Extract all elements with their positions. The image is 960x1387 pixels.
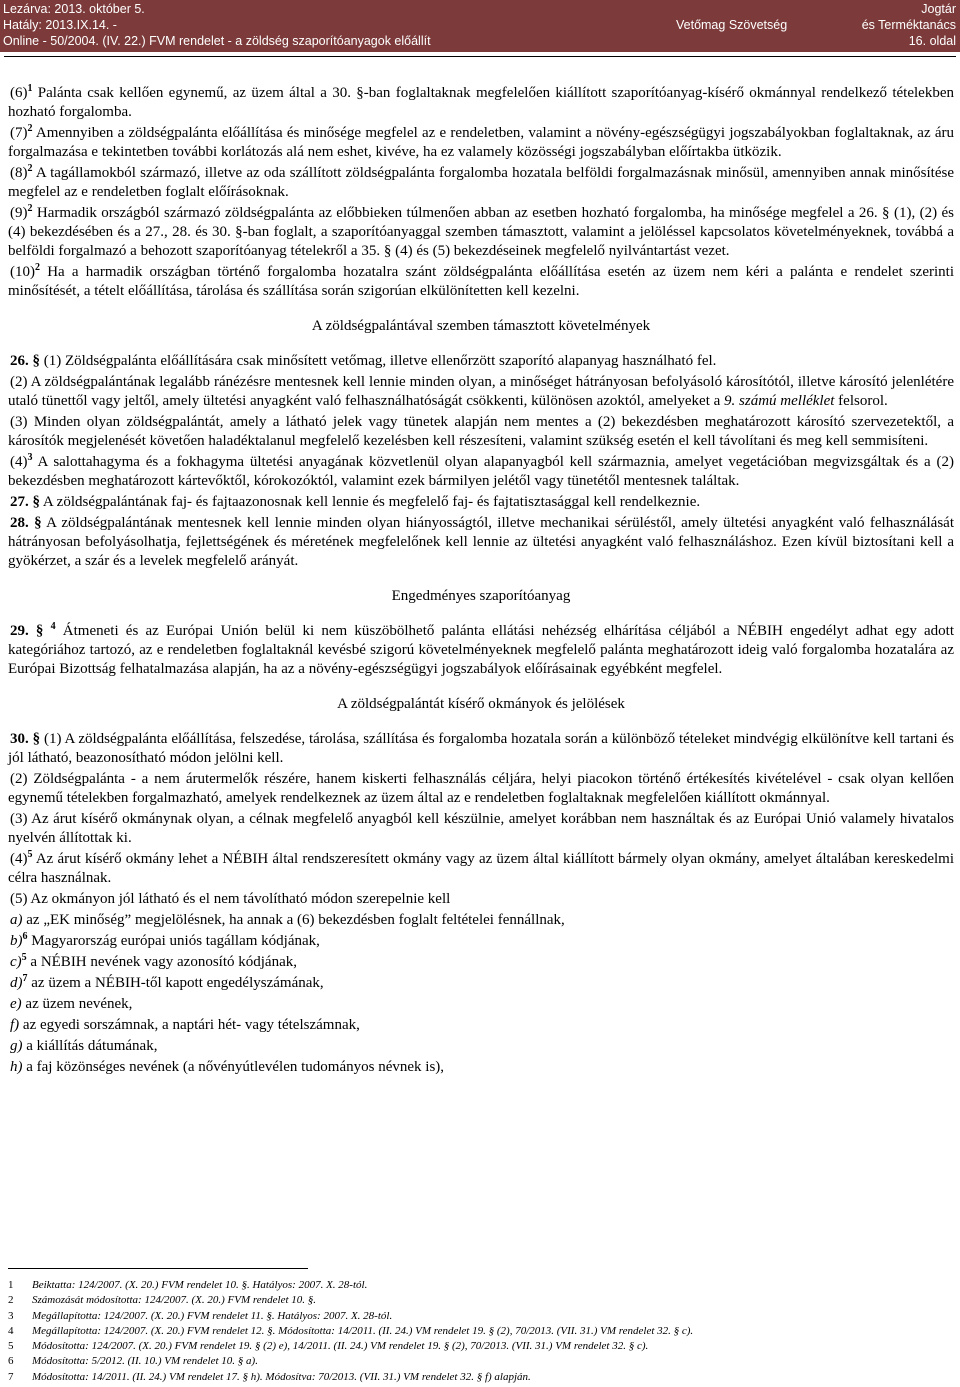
brand-name: Jogtár (921, 2, 956, 16)
footnote: 1 Beiktatta: 124/2007. (X. 20.) FVM rendelet 10. §. Hatályos: 2007. X. 28-tól. (8, 1279, 368, 1291)
document-title: Online - 50/2004. (IV. 22.) FVM rendelet - a zöldség szaporítóanyagok előállít (3, 34, 431, 48)
footnote-ref[interactable]: 7 (22, 973, 28, 984)
section-30-3: (3) Az árut kísérő okmánynak olyan, a célnak megfelelő anyagból kell készülnie, amelyet korábban nem használtak és az Európai Unió valamely hivatalos nyelvén állítottak ki. (8, 811, 954, 846)
paragraph-9: $(9)^2$ Harmadik országból származó zöldségpalánta az előbbieken túlmenően abban az esetben hozható forgalomba, ha minősége megfelel a 26. § (1), (2) és (4) bekezdésében és a 27., 28. és 30. §-ban foglalt, a szaporítóanyaggal szemben támasztott, valamint a jelöléssel kapcsolatos követelményeknek, továbbá a belföldi forgalmazó a behozott szaporítóanyag tételekről a 35. § (4) és (5) bekezdéseinek megfelelő nyilvántartást vezet. (8, 203, 954, 259)
list-item: e) az üzem nevének, (10, 996, 133, 1012)
footnote: 6 Módosította: 5/2012. (II. 10.) VM rendelet 10. § a). (8, 1355, 258, 1368)
footnote-ref[interactable]: 1 (27, 83, 33, 94)
document-body (8, 84, 954, 1079)
list-item: b)$^6$ Magyarország európai uniós tagállam kódjának, (10, 931, 320, 949)
list-item: f) az egyedi sorszámnak, a naptári hét- vagy tételszámnak, (10, 1017, 360, 1033)
list-item: h) a faj közönséges nevének (a nővényútlevélen tudományos névnek is), (10, 1059, 445, 1075)
requirement-list (8, 911, 954, 1077)
footnote-ref[interactable]: 5 (21, 952, 27, 963)
footnote-ref[interactable]: 4 (50, 621, 56, 632)
footnote: 3 Megállapította: 124/2007. (X. 20.) FVM rendelet 11. §. Hatályos: 2007. X. 28-tól. (8, 1309, 393, 1322)
section-26-2: (2) A zöldségpalántának legalább ránézésre mentesnek kell lennie minden olyan, a minőséget hátrányosan befolyásoló károsítótól, illetve károsító jelenlétére utaló tünettől vagy jeltől, amely ültetési anyagként való felhasználhatóságát csökkenti, különösen azoktól, amelyeket a 9. számú melléklet felsorol. (8, 374, 954, 409)
section-28: 28. § A zöldségpalántának mentesnek kell lennie minden olyan hiányosságtól, illetve mechanikai sérüléstől, amely ültetési anyagként való felhasználását hátrányosan befolyásolhatja, fejlettségének és méretének megfelelőnek kell lennie az ültetési anyagként való felhasználáshoz. Ezen kívül biztosítani kell a gyökérzet, a szár és a levelek megfelelő arányát. (8, 515, 954, 569)
page-header (0, 0, 960, 52)
brand-subtitle: és Terméktanács (861, 18, 956, 32)
footnote-ref[interactable]: 2 (35, 262, 40, 273)
footnote: 7 Módosította: 14/2011. (II. 24.) VM rendelet 17. § h). Módosítva: 70/2013. (VII. 31.) VM rendelet 32. § f) alapján. (8, 1370, 531, 1383)
publisher: Vetőmag Szövetség (676, 18, 788, 32)
paragraph-7: $(7)^2$ Amennyiben a zöldségpalánta előállítása és minősége megfelel az e rendeletben, valamint a növény-egészségügyi jogszabályokban foglaltaknak, az áru forgalmazása e tekintetben további korlátozás alá nem eshet, kivéve, ha ez valamely közösségi jogszabályban előírtakba ütközik. (8, 123, 954, 160)
page-number: 16. oldal (908, 34, 956, 48)
footnote-ref[interactable]: 5 (27, 849, 33, 860)
footnote-ref[interactable]: 6 (22, 931, 28, 942)
paragraph-8: $(8)^2$ A tagállamokból származó, illetve az oda szállított zöldségpalánta forgalomba hozatala belföldi forgalmazásnak minősül, amennyiben annak minősítése megfelel az e rendeletben foglalt előírásoknak. (8, 163, 954, 200)
footnotes (8, 1278, 954, 1385)
section-30-1: 30. § (1) A zöldségpalánta előállítása, felszedése, tárolása, szállítása és forgalomba hozatala során a különböző tételeket mindvégig elkülönítve kell tartani és jól látható, beazonosítható módon jelölni kell. (8, 731, 954, 766)
footnote: 4 Megállapította: 124/2007. (X. 20.) FVM rendelet 12. §. Módosította: 14/2011. (II. 24.) VM rendelet 19. § (2), 70/2013. (VII. 31.) VM rendelet 32. § c). (8, 1324, 694, 1337)
list-item: c)$^5$ a NÉBIH nevének vagy azonosító kódjának, (10, 952, 297, 970)
footnote-ref[interactable]: 2 (27, 163, 33, 174)
closed-date: Lezárva: 2013. október 5. (3, 2, 145, 16)
section-30-5: (5) Az okmányon jól látható és el nem távolítható módon szerepelnie kell (10, 891, 451, 907)
footnote: 5 Módosította: 124/2007. (X. 20.) FVM rendelet 19. § (2) e), 14/2011. (II. 24.) VM rendelet 19. § (2), 70/2013. (VII. 31.) VM rendelet 32. § c). (8, 1340, 649, 1353)
section-26-3: (3) Minden olyan zöldségpalántát, amely a látható jelek vagy tünetek alapján nem mentes a (2) bekezdésben meghatározott károsító szervezetektől, a károsítók megjelenését követően haladéktalanul megfelelő kezelésben kell részesíteni, valamint szükség esetén el kell távolítani és meg kell semmisíteni. (8, 414, 954, 449)
header-right (862, 1, 956, 49)
section-heading: A zöldségpalántát kísérő okmányok és jelölések (337, 696, 625, 712)
effective-date: Hatály: 2013.IX.14. - (3, 18, 117, 32)
section-30-2: (2) Zöldségpalánta - a nem árutermelők részére, hanem kiskerti felhasználás céljára, helyi piacokon történő értékesítés kivételével - csak olyan kellően egynemű tételekben forgalmazható, amelyek rendelkeznek az üzem által az e rendeletben foglaltaknak megfelelően kiállított okmánnyal. (8, 771, 954, 806)
section-29: 29. § $^4$ Átmeneti és az Európai Unión belül ki nem küszöbölhető palánta ellátási nehézség elhárítása céljából a NÉBIH engedélyt adhat egy adott kategóriához tartozó, az e rendeletben foglaltaknál kevésbé szigorú követelményeknek megfelelő palánta meghatározott ideig való forgalomba hozatalára az Európai Bizottság felhatalmazása alapján, ha az a növény-egészségügyi jogszabályok előírásainak egyébként megfelel. (8, 621, 954, 677)
section-30-4: $(4)^5$ Az árut kísérő okmány lehet a NÉBIH által rendszeresített okmány vagy az üzem által kiállított bármely olyan okmány, amelyet általában kereskedelmi célra használnak. (8, 849, 954, 886)
footnote-ref[interactable]: 2 (27, 203, 33, 214)
footnote: 2 Számozását módosította: 124/2007. (X. 20.) FVM rendelet 10. §. (8, 1294, 317, 1307)
annex-link[interactable]: 9. számú melléklet (724, 393, 835, 409)
section-26-4: $(4)^3$ A salottahagyma és a fokhagyma ültetési anyagának közvetlenül olyan alapanyagból kell származnia, amelyet vegetációban megvizsgáltak és a (2) bekezdésben meghatározott kártevőktől, kórokozóktól, valamint ezek bármilyen jelétől vagy tünetétől mentesnek találtak. (8, 452, 954, 489)
paragraph-6: $(6)^1$ Palánta csak kellően egynemű, az üzem által a 30. §-ban foglaltaknak megfelelően kiállított szaporítóanyag-kísérő okmánnyal rendelkező tételekben hozható forgalomba. (8, 83, 954, 120)
footnote-ref[interactable]: 2 (27, 123, 33, 134)
footnote-divider (8, 1268, 308, 1269)
section-heading: A zöldségpalántával szemben támasztott követelmények (311, 318, 651, 334)
footnote-ref[interactable]: 3 (27, 452, 33, 463)
header-divider (4, 56, 956, 57)
section-27: 27. § A zöldségpalántának faj- és fajtaazonosnak kell lennie és megfelelő faj- és fajtatisztasággal kell rendelkeznie. (10, 494, 701, 510)
section-26-1: 26. § (1) Zöldségpalánta előállítására csak minősített vetőmag, illetve ellenőrzött szaporító alapanyag használható fel. (10, 353, 717, 369)
list-item: d)$^7$ az üzem a NÉBIH-től kapott engedélyszámának, (10, 973, 324, 991)
paragraph-10: $(10)^2$ Ha a harmadik országban történő forgalomba hozatalra szánt zöldségpalánta előállítása esetén az üzem nem kéri a palánta e rendelet szerinti minősítését, a tételt előállítása, tárolása és szállítása során szigorúan elkülönítetten kell kezelni. (8, 262, 954, 299)
header-left (3, 1, 431, 49)
section-heading: Engedményes szaporítóanyag (391, 588, 571, 604)
list-item: g) a kiállítás dátumának, (10, 1038, 158, 1054)
list-item: a) az „EK minőség” megjelölésnek, ha annak a (6) bekezdésben foglalt feltételei fennállnak, (10, 912, 565, 928)
